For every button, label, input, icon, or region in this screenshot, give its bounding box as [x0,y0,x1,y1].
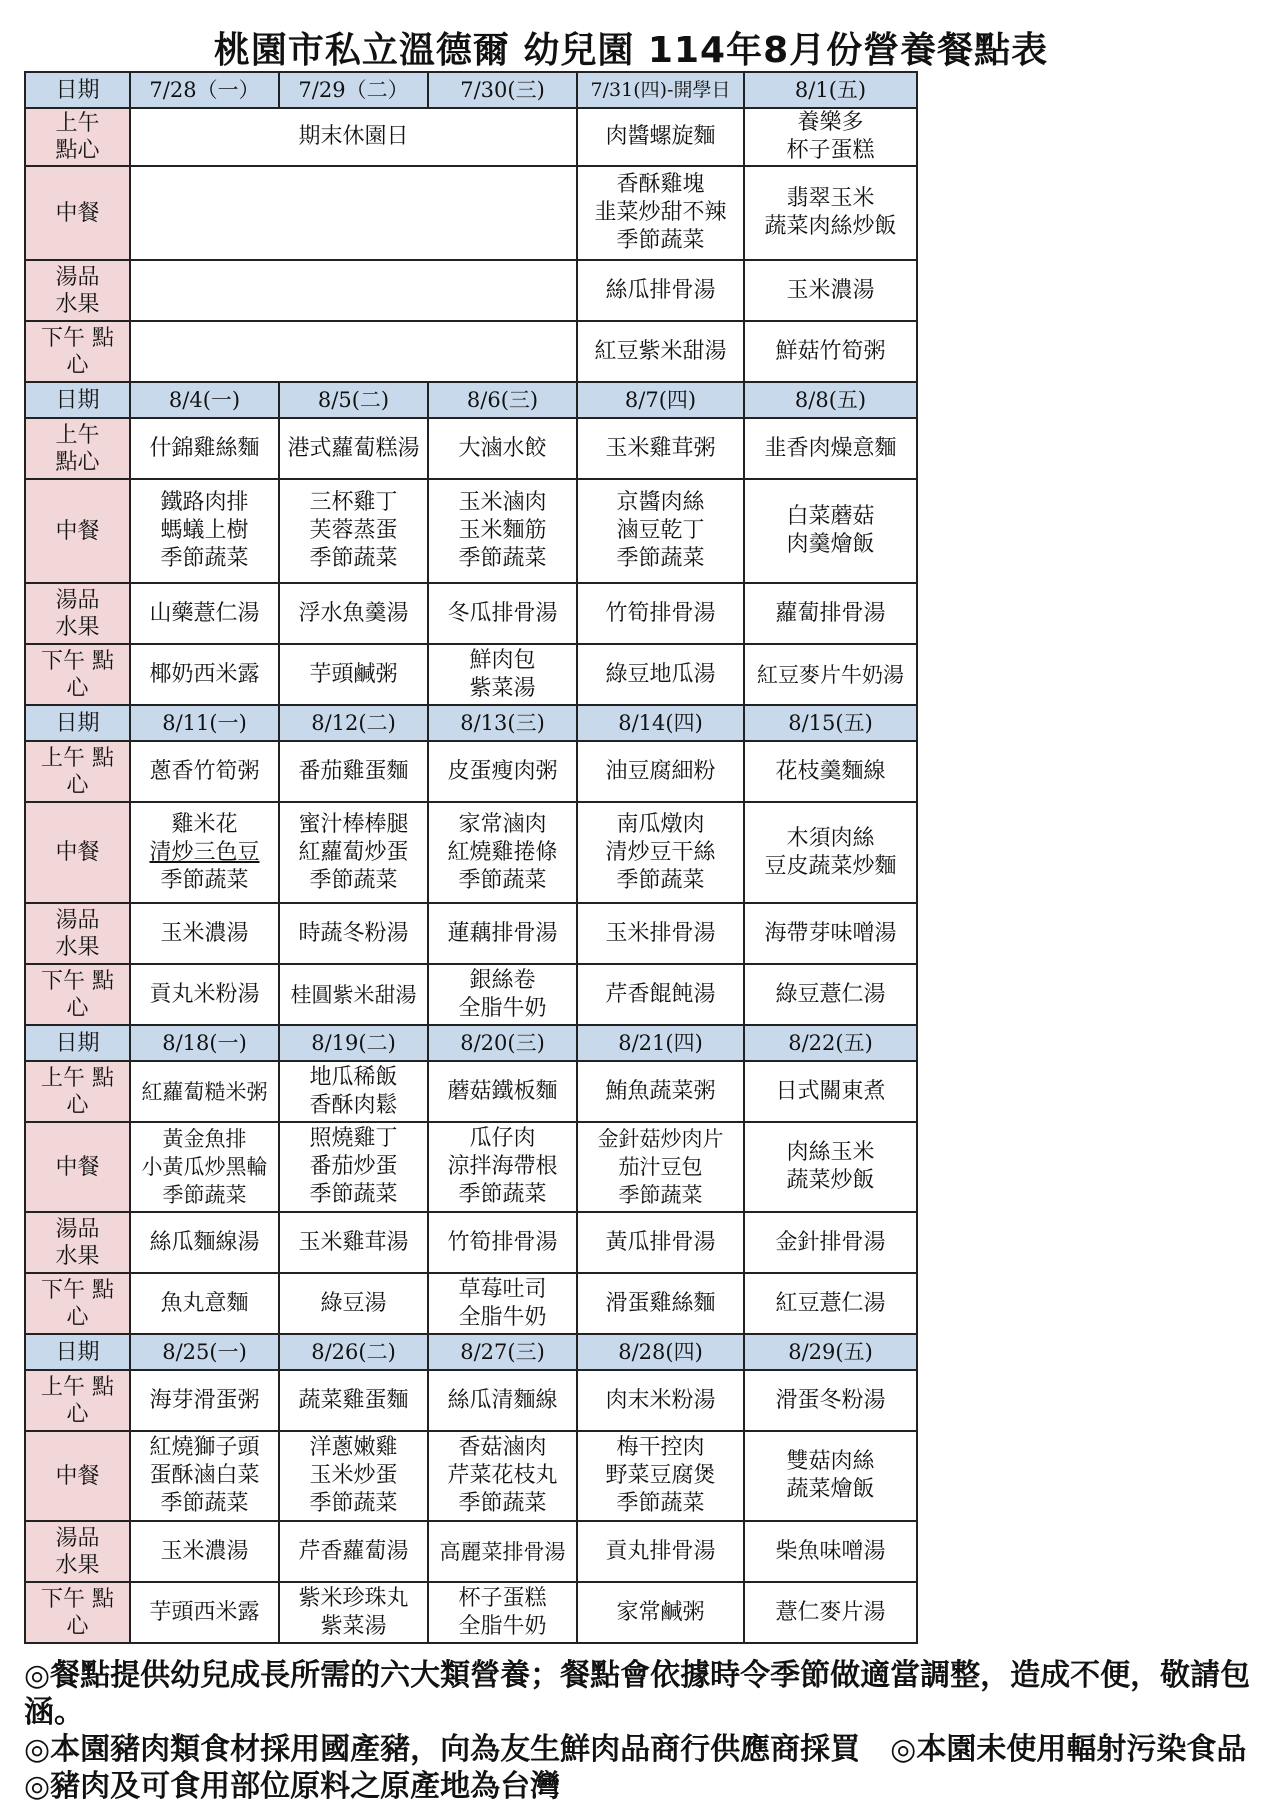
menu-cell: 黃瓜排骨湯 [577,1212,744,1273]
pm-snack-label: 下午 點 心 [25,321,130,382]
menu-cell: 肉醬螺旋麵 [577,108,744,166]
menu-cell: 紅蘿蔔糙米粥 [130,1061,279,1122]
menu-cell: 照燒雞丁 番茄炒蛋 季節蔬菜 [279,1122,428,1212]
underlined-dish: 清炒三色豆 [149,839,260,865]
date-cell: 7/29（二） [279,72,428,108]
date-cell: 8/27(三) [428,1334,577,1370]
lunch-label: 中餐 [25,1431,130,1521]
week-1-date-row [25,72,917,108]
week-5-date-row [25,1334,917,1370]
menu-cell: 柴魚味噌湯 [744,1521,917,1582]
week-4-pm-snack-row [25,1273,917,1334]
menu-cell: 綠豆湯 [279,1273,428,1334]
menu-cell: 雞米花 清炒三色豆 季節蔬菜 [130,802,279,903]
menu-table [24,71,918,1644]
menu-cell: 蓮藕排骨湯 [428,903,577,964]
week-2-date-row [25,382,917,418]
menu-cell: 紅豆麥片牛奶湯 [744,644,917,705]
date-cell: 8/12(二) [279,705,428,741]
week-4-soup-row [25,1212,917,1273]
date-cell: 8/26(二) [279,1334,428,1370]
menu-cell: 什錦雞絲麵 [130,418,279,479]
empty-cell [130,260,577,321]
menu-cell: 番茄雞蛋麵 [279,741,428,802]
soup-label: 湯品 水果 [25,260,130,321]
lunch-label: 中餐 [25,479,130,583]
lunch-label: 中餐 [25,1122,130,1212]
menu-cell: 港式蘿蔔糕湯 [279,418,428,479]
date-cell: 8/6(三) [428,382,577,418]
menu-cell: 海芽滑蛋粥 [130,1370,279,1431]
week-1-am-snack-row [25,108,917,166]
menu-cell: 鐵路肉排 螞蟻上樹 季節蔬菜 [130,479,279,583]
menu-cell: 椰奶西米露 [130,644,279,705]
menu-cell: 玉米濃湯 [130,1521,279,1582]
page-title: 桃園市私立溫德爾 幼兒園 114年8月份營養餐點表 [213,30,1049,71]
menu-cell: 玉米雞茸湯 [279,1212,428,1273]
menu-cell: 地瓜稀飯 香酥肉鬆 [279,1061,428,1122]
menu-cell: 貢丸米粉湯 [130,964,279,1025]
menu-cell: 滑蛋冬粉湯 [744,1370,917,1431]
menu-cell: 桂圓紫米甜湯 [279,964,428,1025]
menu-cell: 絲瓜清麵線 [428,1370,577,1431]
date-label: 日期 [25,705,130,741]
date-cell: 8/5(二) [279,382,428,418]
am-snack-label: 上午 點心 [25,108,130,166]
menu-cell: 玉米排骨湯 [577,903,744,964]
menu-cell: 養樂多 杯子蛋糕 [744,108,917,166]
menu-cell: 魚丸意麵 [130,1273,279,1334]
week-3-pm-snack-row [25,964,917,1025]
menu-cell: 竹筍排骨湯 [577,583,744,644]
menu-cell: 竹筍排骨湯 [428,1212,577,1273]
date-cell: 8/7(四) [577,382,744,418]
menu-cell: 韭香肉燥意麵 [744,418,917,479]
week-5-lunch-row [25,1431,917,1521]
date-label: 日期 [25,72,130,108]
am-snack-label: 上午 點 心 [25,1370,130,1431]
week-2-am-snack-row [25,418,917,479]
week-5-soup-row [25,1521,917,1582]
week-3-soup-row [25,903,917,964]
menu-cell: 鮮肉包 紫菜湯 [428,644,577,705]
soup-label: 湯品 水果 [25,1521,130,1582]
date-cell: 8/11(一) [130,705,279,741]
date-cell: 8/28(四) [577,1334,744,1370]
menu-cell: 洋蔥嫩雞 玉米炒蛋 季節蔬菜 [279,1431,428,1521]
date-cell: 8/8(五) [744,382,917,418]
menu-cell: 杯子蛋糕 全脂牛奶 [428,1582,577,1643]
menu-cell: 京醬肉絲 滷豆乾丁 季節蔬菜 [577,479,744,583]
menu-cell: 家常滷肉 紅燒雞捲條 季節蔬菜 [428,802,577,903]
date-cell: 8/22(五) [744,1025,917,1061]
menu-cell: 銀絲卷 全脂牛奶 [428,964,577,1025]
menu-cell: 蘿蔔排骨湯 [744,583,917,644]
menu-cell: 綠豆地瓜湯 [577,644,744,705]
menu-cell: 玉米濃湯 [744,260,917,321]
menu-cell: 紅燒獅子頭 蛋酥滷白菜 季節蔬菜 [130,1431,279,1521]
menu-cell: 玉米雞茸粥 [577,418,744,479]
date-cell: 8/14(四) [577,705,744,741]
menu-cell: 芋頭鹹粥 [279,644,428,705]
menu-cell: 蘑菇鐵板麵 [428,1061,577,1122]
date-cell: 8/29(五) [744,1334,917,1370]
menu-cell: 薏仁麥片湯 [744,1582,917,1643]
menu-cell: 瓜仔肉 涼拌海帶根 季節蔬菜 [428,1122,577,1212]
week-3-date-row [25,705,917,741]
menu-cell: 花枝羹麵線 [744,741,917,802]
menu-cell: 浮水魚羹湯 [279,583,428,644]
am-snack-label: 上午 點 心 [25,741,130,802]
menu-cell: 蔥香竹筍粥 [130,741,279,802]
soup-label: 湯品 水果 [25,1212,130,1273]
menu-cell: 皮蛋瘦肉粥 [428,741,577,802]
menu-cell: 梅干控肉 野菜豆腐煲 季節蔬菜 [577,1431,744,1521]
soup-label: 湯品 水果 [25,903,130,964]
menu-cell: 芋頭西米露 [130,1582,279,1643]
menu-cell: 大滷水餃 [428,418,577,479]
menu-cell: 玉米濃湯 [130,903,279,964]
menu-cell: 高麗菜排骨湯 [428,1521,577,1582]
date-cell: 7/28（一） [130,72,279,108]
menu-cell: 香酥雞塊 韭菜炒甜不辣 季節蔬菜 [577,166,744,260]
menu-cell: 時蔬冬粉湯 [279,903,428,964]
week-2-soup-row [25,583,917,644]
week-3-lunch-row [25,802,917,903]
date-label: 日期 [25,382,130,418]
date-cell: 7/31(四)-開學日 [577,72,744,108]
week-5-am-snack-row [25,1370,917,1431]
menu-cell: 滑蛋雞絲麵 [577,1273,744,1334]
date-label: 日期 [25,1025,130,1061]
am-snack-label: 上午 點 心 [25,1061,130,1122]
menu-cell: 山藥薏仁湯 [130,583,279,644]
menu-cell: 芹香餛飩湯 [577,964,744,1025]
pm-snack-label: 下午 點 心 [25,964,130,1025]
footer-note-nutrition: ◎餐點提供幼兒成長所需的六大類營養；餐點會依據時令季節做適當調整，造成不便，敬請包涵。 [24,1658,1251,1730]
menu-cell: 雙菇肉絲 蔬菜燴飯 [744,1431,917,1521]
menu-cell: 玉米滷肉 玉米麵筋 季節蔬菜 [428,479,577,583]
menu-cell: 鮪魚蔬菜粥 [577,1061,744,1122]
menu-cell: 鮮菇竹筍粥 [744,321,917,382]
empty-cell [130,321,577,382]
menu-cell: 綠豆薏仁湯 [744,964,917,1025]
menu-cell: 翡翠玉米 蔬菜肉絲炒飯 [744,166,917,260]
lunch-label: 中餐 [25,802,130,903]
menu-cell: 絲瓜排骨湯 [577,260,744,321]
menu-cell: 蔬菜雞蛋麵 [279,1370,428,1431]
date-cell: 8/18(一) [130,1025,279,1061]
footer-notes [24,1657,1254,1805]
menu-cell: 肉絲玉米 蔬菜炒飯 [744,1122,917,1212]
pm-snack-label: 下午 點 心 [25,1273,130,1334]
menu-cell: 貢丸排骨湯 [577,1521,744,1582]
menu-cell: 油豆腐細粉 [577,741,744,802]
empty-cell [130,166,577,260]
menu-cell: 黃金魚排 小黃瓜炒黑輪 季節蔬菜 [130,1122,279,1212]
soup-label: 湯品 水果 [25,583,130,644]
menu-cell: 日式關東煮 [744,1061,917,1122]
lunch-label: 中餐 [25,166,130,260]
menu-cell: 海帶芽味噌湯 [744,903,917,964]
date-cell: 8/13(三) [428,705,577,741]
menu-cell: 絲瓜麵線湯 [130,1212,279,1273]
week-5-pm-snack-row [25,1582,917,1643]
holiday-cell: 期末休園日 [130,108,577,166]
menu-cell: 南瓜燉肉 清炒豆干絲 季節蔬菜 [577,802,744,903]
menu-cell: 芹香蘿蔔湯 [279,1521,428,1582]
menu-cell: 紅豆紫米甜湯 [577,321,744,382]
date-cell: 8/4(一) [130,382,279,418]
week-2-lunch-row [25,479,917,583]
menu-cell: 木須肉絲 豆皮蔬菜炒麵 [744,802,917,903]
pm-snack-label: 下午 點 心 [25,644,130,705]
menu-cell: 草莓吐司 全脂牛奶 [428,1273,577,1334]
week-1-lunch-row [25,166,917,260]
date-cell: 8/19(二) [279,1025,428,1061]
date-cell: 8/15(五) [744,705,917,741]
menu-cell: 紅豆薏仁湯 [744,1273,917,1334]
menu-cell: 三杯雞丁 芙蓉蒸蛋 季節蔬菜 [279,479,428,583]
date-cell: 8/1(五) [744,72,917,108]
week-3-am-snack-row [25,741,917,802]
date-label: 日期 [25,1334,130,1370]
week-1-pm-snack-row [25,321,917,382]
date-cell: 8/21(四) [577,1025,744,1061]
menu-cell: 白菜蘑菇 肉羹燴飯 [744,479,917,583]
week-1-soup-row [25,260,917,321]
week-4-lunch-row [25,1122,917,1212]
date-cell: 7/30(三) [428,72,577,108]
date-cell: 8/25(一) [130,1334,279,1370]
menu-cell: 家常鹹粥 [577,1582,744,1643]
week-4-am-snack-row [25,1061,917,1122]
menu-cell: 蜜汁棒棒腿 紅蘿蔔炒蛋 季節蔬菜 [279,802,428,903]
week-2-pm-snack-row [25,644,917,705]
menu-cell: 金針排骨湯 [744,1212,917,1273]
menu-cell: 香菇滷肉 芹菜花枝丸 季節蔬菜 [428,1431,577,1521]
am-snack-label: 上午 點心 [25,418,130,479]
date-cell: 8/20(三) [428,1025,577,1061]
pm-snack-label: 下午 點 心 [25,1582,130,1643]
menu-cell: 紫米珍珠丸 紫菜湯 [279,1582,428,1643]
week-4-date-row [25,1025,917,1061]
menu-cell: 冬瓜排骨湯 [428,583,577,644]
menu-cell: 金針菇炒肉片 茄汁豆包 季節蔬菜 [577,1122,744,1212]
menu-cell: 肉末米粉湯 [577,1370,744,1431]
footer-note-pork-source: ◎本園豬肉類食材採用國產豬，向為友生鮮肉品商行供應商採買 ◎本園未使用輻射污染食品 ◎豬肉及可食用部位原料之原產地為台灣 [24,1732,1247,1804]
